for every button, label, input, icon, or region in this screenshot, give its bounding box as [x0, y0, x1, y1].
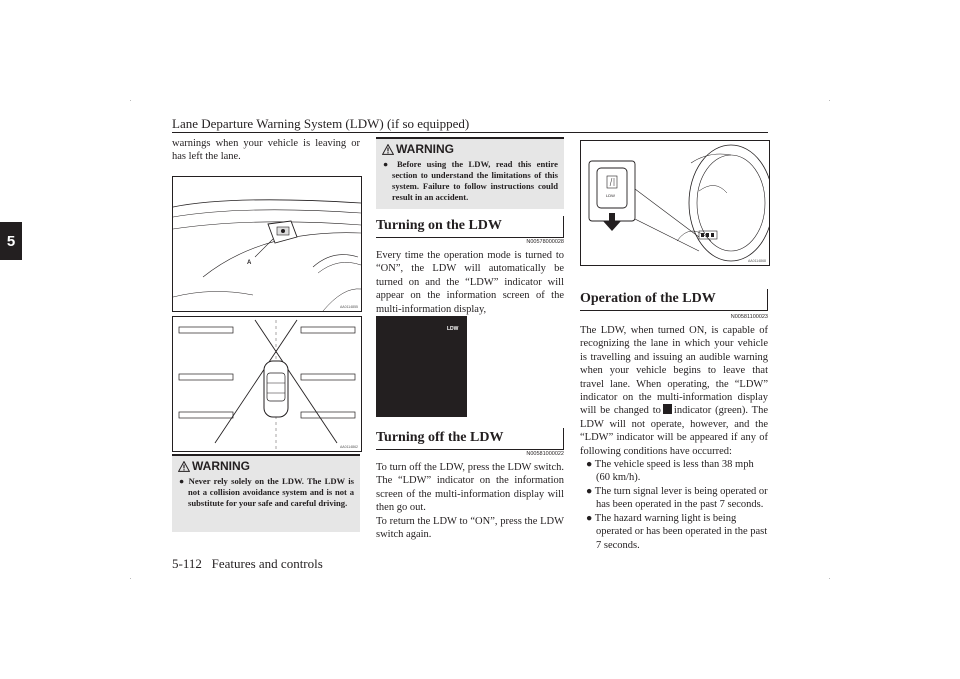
chapter-tab: 5: [0, 222, 22, 260]
condition-text: The vehicle speed is less than 38 mph (60 km/h).: [594, 459, 754, 484]
warning-triangle-icon: [178, 461, 190, 472]
figure-label-a: A: [247, 260, 252, 266]
figure-code: AA0114855: [339, 305, 358, 309]
operation-text-b: indicator (green). The LDW will not operate, however, and the “LDW” indicator will be appeared if any of following conditions have occurred:: [580, 405, 768, 457]
warning-text: Before using the LDW, read this entire section to understand the limitations of this system. Failure to follow instructions could result in an accident.: [392, 159, 558, 202]
turning-on-body: [376, 249, 564, 316]
section-heading-turning-off: [376, 428, 564, 450]
condition-item: ● The hazard warning light is being operated or has been operated in the past 7 seconds.: [586, 512, 768, 551]
ldw-indicator-screen: [376, 316, 467, 417]
warning-text: Never rely solely on the LDW. The LDW is not a collision avoidance system and is not a substitute for your safe and careful driving.: [188, 476, 354, 508]
warning-header: [382, 142, 558, 156]
warning-text-row: ● Before using the LDW, read this entire section to understand the limitations of this system. Failure to follow instructions could result in an accident.: [383, 159, 558, 202]
footer-section: Features and controls: [211, 556, 323, 571]
section-title: Turning on the LDW: [376, 218, 502, 233]
lane-illustration: [173, 317, 361, 451]
section-heading-turning-on: [376, 216, 564, 238]
warning-triangle-icon: [382, 144, 394, 155]
warning-header: [178, 459, 354, 473]
crop-mark: [130, 578, 131, 579]
operation-body: [580, 324, 768, 552]
header-rule: [172, 132, 768, 133]
warning-box: [376, 137, 564, 209]
condition-text: The hazard warning light is being operated or has been operated in the past 7 seconds.: [594, 512, 768, 551]
crop-mark: [829, 100, 830, 101]
warning-title: WARNING: [192, 459, 250, 473]
figure-lane-detection: [172, 316, 362, 452]
condition-item: ● The vehicle speed is less than 38 mph (60 km/h).: [586, 459, 754, 484]
condition-list: [586, 458, 768, 552]
switch-illustration: [581, 141, 769, 265]
figure-code: AA0114868: [747, 259, 766, 263]
running-header-title: Lane Departure Warning System (LDW) (if so equipped): [172, 116, 470, 131]
crop-mark: [829, 578, 830, 579]
warning-title: WARNING: [396, 142, 454, 156]
ldw-screen-label: LDW: [447, 326, 459, 332]
warning-text-row: ● Never rely solely on the LDW. The LDW is not a collision avoidance system and is not a substitute for your safe and careful driving.: [179, 476, 354, 508]
condition-text: The turn signal lever is being operated or has been operated in the past 7 seconds.: [594, 485, 768, 511]
figure-code: AA0114862: [339, 445, 358, 449]
switch-label: LDW: [606, 193, 615, 198]
section-code: N00581100023: [730, 314, 768, 320]
condition-item: ● The turn signal lever is being operated or has been operated in the past 7 seconds.: [586, 485, 768, 511]
turning-off-body: [376, 461, 564, 541]
section-heading-operation: [580, 289, 768, 311]
operation-paragraph: [580, 324, 768, 458]
crop-mark: [130, 100, 131, 101]
lane-indicator-icon: [663, 404, 672, 414]
figure-camera-location: [172, 176, 362, 312]
figure-ldw-switch: [580, 140, 770, 266]
column-1: [172, 137, 360, 164]
section-code: N00578000028: [526, 239, 564, 245]
operation-text-a: The LDW, when turned ON, is capable of recognizing the lane in which your vehicle is travelling and issuing an audible warning when your vehicle begins to leave that travel lane. When operating, the “LDW” indicator on the multi-information display will be changed to: [580, 325, 768, 417]
intro-paragraph: warnings when your vehicle is leaving or has left the lane.: [172, 138, 360, 163]
camera-illustration: [173, 177, 361, 311]
turning-off-paragraph: To turn off the LDW, press the LDW switch. The “LDW” indicator on the information screen of the multi-information display will then go out.: [376, 462, 564, 514]
heading-rule: [563, 216, 564, 237]
heading-rule: [563, 428, 564, 449]
section-code: N00581000022: [526, 451, 564, 457]
heading-rule: [767, 289, 768, 310]
turning-off-paragraph-2: To return the LDW to “ON”, press the LDW switch again.: [376, 515, 564, 541]
warning-box: [172, 454, 360, 532]
section-title: Turning off the LDW: [376, 430, 504, 445]
section-title: Operation of the LDW: [580, 291, 716, 306]
page-number: 5-112: [172, 556, 202, 571]
page-footer: [172, 556, 323, 572]
turning-on-paragraph: Every time the operation mode is turned to “ON”, the LDW will automatically be turned on and the “LDW” indicator will appear on the information screen of the multi-information display,: [376, 250, 564, 315]
